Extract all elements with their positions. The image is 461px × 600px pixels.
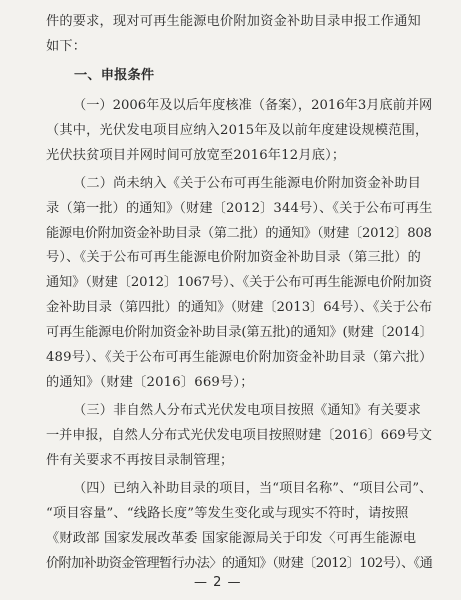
- text-line-18: 件有关要求不再按目录制管理；: [46, 453, 234, 468]
- text-line-7: （二）尚未纳入《关于公布可再生能源电价附加资金补助目: [73, 176, 422, 191]
- text-line-4: （一）2006年及以后年度核准（备案），2016年3月底前并网: [73, 98, 433, 113]
- section-heading: 一、申报条件: [74, 68, 155, 83]
- text-line-9: 能源电价附加资金补助目录（第二批）的通知》（财建〔2012〕808: [46, 226, 432, 241]
- text-line-20: “项目容量”、“线路长度”等发生变化或与现实不符时，请按照: [46, 506, 409, 521]
- text-line-10: 号）、《关于公布可再生能源电价附加资金补助目录（第三批）的: [46, 250, 422, 265]
- text-line-21: 《财政部 国家发展改革委 国家能源局关于印发〈可再生能源电: [46, 531, 417, 546]
- text-line-19: （四）已纳入补助目录的项目，当“项目名称”、“项目公司”、: [73, 481, 433, 496]
- text-line-12: 金补助目录（第四批）的通知》（财建〔2013〕64号）、《关于公布: [46, 300, 433, 315]
- text-line-15: 的通知》（财建〔2016〕669号）；: [46, 375, 254, 390]
- text-line-6: 光伏扶贫项目并网时间可放宽至2016年12月底）；: [46, 148, 346, 163]
- text-line-16: （三）非自然人分布式光伏发电项目按照《通知》有关要求: [73, 403, 422, 418]
- text-line-2: 如下：: [46, 39, 87, 54]
- text-line-1: 件的要求，现对可再生能源电价附加资金补助目录申报工作通知: [46, 14, 421, 29]
- text-line-13: 可再生能源电价附加资金补助目录(第五批)的通知》(财建〔2014〕: [46, 325, 433, 340]
- text-line-17: 一并申报，自然人分布式光伏发电项目按照财建〔2016〕669号文: [46, 428, 432, 443]
- text-line-5: （其中，光伏发电项目应纳入2015年及以前年度建设规模范围，: [46, 123, 429, 138]
- text-line-11: 通知》（财建〔2012〕1067号）、《关于公布可再生能源电价附加资: [46, 275, 432, 290]
- page-number: — 2 —: [194, 575, 242, 590]
- text-line-22: 价附加补助资金管理暂行办法〉的通知》（财建〔2012〕102号）、《通: [46, 556, 433, 571]
- text-line-14: 489号）、《关于公布可再生能源电价附加资金补助目录（第六批）: [46, 350, 433, 365]
- text-line-8: 录（第一批）的通知》（财建〔2012〕344号）、《关于公布可再生: [46, 201, 433, 216]
